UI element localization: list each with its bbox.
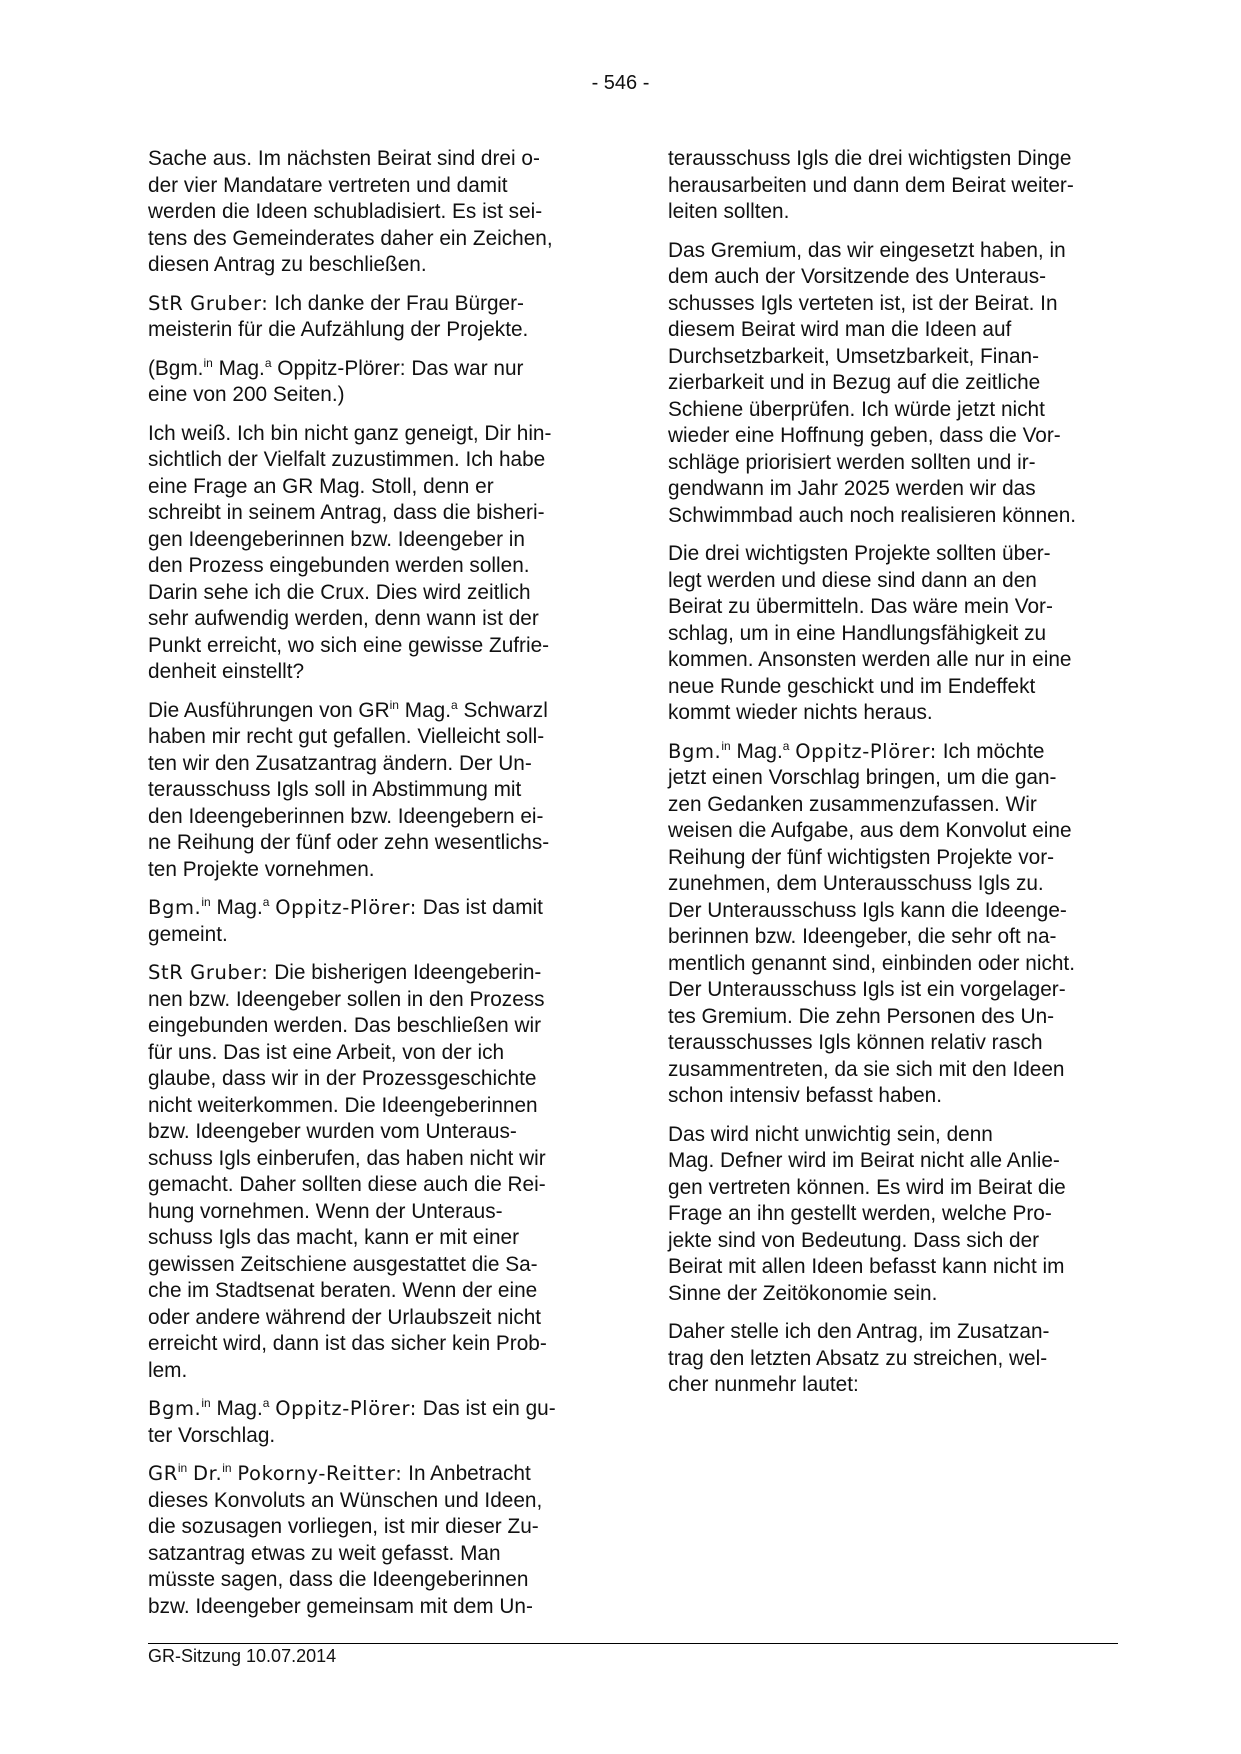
text-run: In Anbetracht — [402, 1462, 531, 1485]
text-run: ter Vorschlag. — [148, 1423, 276, 1447]
text-run: terausschuss Igls die drei wichtigsten Dinge — [668, 147, 1072, 170]
text-line — [148, 1514, 596, 1541]
text-line — [148, 1358, 596, 1385]
paragraph — [148, 1396, 596, 1449]
text-run: Mag. — [212, 356, 265, 380]
speaker-name: Oppitz-Plörer: — [275, 896, 417, 919]
text-run: zen Gedanken zusammenzufassen. Wir — [668, 792, 1037, 816]
text-line — [668, 1372, 1116, 1399]
text-run: sichtlich der Vielfalt zuzustimmen. Ich habe — [148, 448, 546, 471]
text-line — [148, 1396, 596, 1423]
text-line — [668, 1083, 1116, 1110]
text-line — [668, 238, 1116, 265]
text-line — [668, 739, 1116, 766]
text-line — [148, 474, 596, 501]
text-run: der vier Mandatare vertreten und damit — [148, 173, 508, 197]
text-line — [148, 751, 596, 778]
text-run: Die bisherigen Ideengeberin- — [268, 961, 542, 984]
paragraph — [668, 739, 1116, 1110]
right-column — [668, 146, 1116, 1411]
text-line — [668, 1201, 1116, 1228]
text-line — [148, 633, 596, 660]
paragraph — [668, 238, 1116, 530]
paragraph — [148, 146, 596, 279]
text-run: bzw. Ideengeber wurden vom Unteraus- — [148, 1120, 517, 1143]
text-line — [668, 674, 1116, 701]
text-line — [148, 317, 596, 344]
text-run: schuss Igls das macht, kann er mit einer — [148, 1226, 520, 1249]
text-line — [148, 830, 596, 857]
text-line — [148, 1331, 596, 1358]
text-line — [668, 317, 1116, 344]
left-column — [148, 146, 596, 1632]
speaker-name: Oppitz-Plörer: — [795, 739, 937, 763]
superscript: in — [177, 1461, 188, 1475]
text-line — [148, 500, 596, 527]
text-run: Daher stelle ich den Antrag, im Zusatzan- — [668, 1320, 1050, 1343]
text-run: Sache aus. Im nächsten Beirat sind drei o- — [148, 147, 540, 170]
text-line — [148, 1172, 596, 1199]
text-run: Ich weiß. Ich bin nicht ganz geneigt, Dir hin- — [148, 421, 552, 445]
text-line — [668, 700, 1116, 727]
text-line — [668, 476, 1116, 503]
text-line — [148, 199, 596, 226]
text-run: Frage an ihn gestellt werden, welche Pro- — [668, 1202, 1052, 1225]
text-run: meisterin für die Aufzählung der Projekte. — [148, 318, 529, 341]
paragraph — [668, 1319, 1116, 1399]
text-run: haben mir recht gut gefallen. Vielleicht soll- — [148, 725, 545, 748]
text-line — [148, 857, 596, 884]
text-line — [148, 1093, 596, 1120]
text-run: Sinne der Zeitökonomie sein. — [668, 1281, 938, 1305]
text-line — [668, 1281, 1116, 1308]
text-run: ten wir den Zusatzantrag ändern. Der Un- — [148, 751, 532, 775]
text-run: terausschusses Igls können relativ rasch — [668, 1031, 1043, 1054]
text-run: hung vornehmen. Wenn der Unteraus- — [148, 1199, 503, 1223]
text-line — [148, 724, 596, 751]
paragraph — [668, 146, 1116, 226]
text-run: die sozusagen vorliegen, ist mir dieser Zu- — [148, 1515, 539, 1538]
text-line — [148, 1423, 596, 1450]
text-run: Mag. — [210, 1397, 263, 1420]
text-run: Ich möchte — [936, 739, 1045, 763]
text-run: satzantrag etwas zu weit gefasst. Man — [148, 1541, 501, 1565]
text-run: gemacht. Daher sollten diese auch die Rei- — [148, 1173, 546, 1196]
text-line — [668, 503, 1116, 530]
paragraph — [148, 421, 596, 686]
text-run: dieses Konvoluts an Wünschen und Ideen, — [148, 1488, 543, 1512]
text-line — [148, 1461, 596, 1488]
text-line — [148, 698, 596, 725]
text-run: jetzt einen Vorschlag bringen, um die gan- — [668, 766, 1057, 789]
text-line — [148, 1225, 596, 1252]
text-line — [668, 568, 1116, 595]
text-run: berinnen bzw. Ideengeber, die sehr oft na- — [668, 925, 1057, 948]
text-run: zunehmen, dem Unterausschuss Igls zu. — [668, 872, 1044, 895]
text-run: wieder eine Hoffnung geben, dass die Vor- — [668, 424, 1061, 447]
speaker-name: StR Gruber: — [148, 961, 269, 984]
text-run: ne Reihung der fünf oder zehn wesentlichs- — [148, 831, 550, 854]
text-line — [148, 1146, 596, 1173]
text-line — [668, 594, 1116, 621]
text-line — [668, 1148, 1116, 1175]
superscript: a — [264, 355, 272, 370]
text-line — [148, 580, 596, 607]
speaker-name: Bgm. — [148, 896, 202, 919]
text-run: schlag, um in eine Handlungsfähigkeit zu — [668, 621, 1047, 645]
text-line — [668, 1057, 1116, 1084]
text-line — [148, 1040, 596, 1067]
text-run: gen Ideengeberinnen bzw. Ideengeber in — [148, 527, 525, 551]
superscript: in — [222, 1461, 232, 1475]
text-line — [668, 291, 1116, 318]
text-run: schläge priorisiert werden sollten und ir- — [668, 450, 1036, 474]
text-run: Oppitz-Plörer: Das war nur — [271, 356, 524, 380]
paragraph — [148, 356, 596, 409]
speaker-name: Dr. — [193, 1462, 223, 1485]
text-line — [148, 659, 596, 686]
text-line — [148, 1278, 596, 1305]
text-run: nicht weiterkommen. Die Ideengeberinnen — [148, 1093, 538, 1117]
text-run: Das ist ein gu- — [416, 1397, 556, 1420]
text-line — [668, 1122, 1116, 1149]
text-line — [148, 804, 596, 831]
text-line — [668, 344, 1116, 371]
text-line — [668, 1030, 1116, 1057]
superscript: in — [201, 895, 211, 909]
text-line — [148, 1567, 596, 1594]
text-line — [668, 173, 1116, 200]
paragraph — [148, 960, 596, 1384]
text-run: Das wird nicht unwichtig sein, denn — [668, 1122, 993, 1146]
text-run: gemeint. — [148, 922, 228, 946]
text-run: müsste sagen, dass die Ideengeberinnen — [148, 1568, 529, 1591]
text-run: zierbarkeit und in Bezug auf die zeitliche — [668, 371, 1041, 394]
paragraph — [148, 1461, 596, 1620]
text-line — [148, 1066, 596, 1093]
text-line — [668, 146, 1116, 173]
text-run: weisen die Aufgabe, aus dem Konvolut eine — [668, 819, 1072, 842]
text-line — [668, 423, 1116, 450]
speaker-name: StR Gruber: — [148, 291, 269, 315]
text-run: schusses Igls verteten ist, ist der Beirat. In — [668, 291, 1058, 315]
text-run: gewissen Zeitschiene ausgestattet die Sa- — [148, 1252, 538, 1276]
text-run: Die drei wichtigsten Projekte sollten über- — [668, 542, 1051, 565]
text-run: kommt wieder nichts heraus. — [668, 701, 933, 724]
superscript: in — [203, 355, 213, 370]
text-run: ten Projekte vornehmen. — [148, 857, 375, 881]
text-run: schon intensiv befasst haben. — [668, 1084, 943, 1107]
text-run: cher nunmehr lautet: — [668, 1373, 859, 1396]
speaker-name: GR — [148, 1462, 178, 1485]
text-run: lem. — [148, 1358, 188, 1382]
page-number: - 546 - — [591, 72, 650, 94]
paragraph — [148, 698, 596, 884]
text-line — [148, 553, 596, 580]
text-line — [148, 960, 596, 987]
superscript: a — [262, 1396, 270, 1410]
text-run: schuss Igls einberufen, das haben nicht wir — [148, 1146, 546, 1170]
text-line — [148, 1488, 596, 1515]
text-run: werden die Ideen schubladisiert. Es ist sei- — [148, 200, 543, 223]
text-line — [148, 1199, 596, 1226]
text-run: Ich danke der Frau Bürger- — [268, 291, 524, 315]
text-run: (Bgm. — [148, 356, 204, 380]
text-line — [668, 871, 1116, 898]
text-line — [668, 1254, 1116, 1281]
text-line — [148, 421, 596, 448]
text-line — [668, 924, 1116, 951]
text-run: Schwarzl — [457, 698, 548, 722]
text-line — [668, 1319, 1116, 1346]
text-line — [148, 356, 596, 383]
text-run: Der Unterausschuss Igls ist ein vorgelager- — [668, 978, 1066, 1001]
text-line — [668, 1228, 1116, 1255]
text-run: Das ist damit — [416, 896, 543, 919]
text-line — [148, 527, 596, 554]
text-run: sehr aufwendig werden, denn wann ist der — [148, 607, 539, 630]
text-line — [668, 199, 1116, 226]
text-run: eingebunden werden. Das beschließen wir — [148, 1014, 542, 1037]
text-line — [148, 1305, 596, 1332]
text-line — [668, 1346, 1116, 1373]
superscript: a — [450, 697, 458, 712]
text-line — [148, 777, 596, 804]
text-run: nen bzw. Ideengeber sollen in den Prozess — [148, 987, 545, 1011]
text-run: eine von 200 Seiten.) — [148, 383, 345, 406]
text-line — [148, 922, 596, 949]
text-run: Punkt erreicht, wo sich eine gewisse Zufrie- — [148, 633, 550, 657]
text-run: schreibt in seinem Antrag, dass die bisheri- — [148, 501, 545, 524]
text-line — [148, 291, 596, 318]
text-run: Schiene überprüfen. Ich würde jetzt nicht — [668, 397, 1045, 421]
speaker-name: Bgm. — [668, 739, 722, 763]
text-run: leiten sollten. — [668, 200, 790, 223]
text-line — [148, 1013, 596, 1040]
text-line — [668, 541, 1116, 568]
text-run: terausschuss Igls soll in Abstimmung mit — [148, 778, 522, 801]
text-line — [668, 397, 1116, 424]
speaker-name: Bgm. — [148, 1397, 202, 1420]
text-run: Beirat zu übermitteln. Das wäre mein Vor- — [668, 595, 1053, 618]
footer-rule — [148, 1643, 1118, 1644]
text-line — [148, 895, 596, 922]
text-line — [668, 621, 1116, 648]
text-run: Beirat mit allen Ideen befasst kann nicht im — [668, 1255, 1065, 1278]
text-run: tens des Gemeinderates daher ein Zeichen, — [148, 226, 553, 250]
paragraph — [668, 541, 1116, 727]
text-run: eine Frage an GR Mag. Stoll, denn er — [148, 474, 494, 498]
text-line — [668, 647, 1116, 674]
text-line — [148, 382, 596, 409]
paragraph — [148, 895, 596, 948]
text-run: den Ideengeberinnen bzw. Ideengebern ei- — [148, 804, 544, 828]
text-line — [668, 765, 1116, 792]
text-line — [148, 173, 596, 200]
text-run: neue Runde geschickt und im Endeffekt — [668, 674, 1036, 698]
text-line — [668, 792, 1116, 819]
paragraph — [668, 1122, 1116, 1308]
text-run: denheit einstellt? — [148, 660, 305, 683]
text-line — [148, 1541, 596, 1568]
text-run: herausarbeiten und dann dem Beirat weiter- — [668, 173, 1074, 197]
text-run: gendwann im Jahr 2025 werden wir das — [668, 477, 1036, 500]
text-run: oder andere während der Urlaubszeit nicht — [148, 1305, 542, 1329]
text-run: Darin sehe ich die Crux. Dies wird zeitlich — [148, 580, 531, 604]
text-line — [148, 226, 596, 253]
text-line — [668, 898, 1116, 925]
text-line — [668, 1004, 1116, 1031]
text-run: den Prozess eingebunden werden sollen. — [148, 554, 530, 577]
text-run: Durchsetzbarkeit, Umsetzbarkeit, Finan- — [668, 344, 1040, 368]
text-run: diesen Antrag zu beschließen. — [148, 253, 427, 276]
text-line — [148, 146, 596, 173]
speaker-name: Pokorny-Reitter: — [237, 1462, 403, 1485]
text-run: che im Stadtsenat beraten. Wenn der eine — [148, 1279, 538, 1302]
superscript: a — [262, 895, 270, 909]
speaker-name: Oppitz-Plörer: — [275, 1397, 417, 1420]
text-run: legt werden und diese sind dann an den — [668, 568, 1037, 592]
text-run: Die Ausführungen von GR — [148, 698, 390, 722]
text-run: zusammentreten, da sie sich mit den Ideen — [668, 1057, 1065, 1081]
text-run: jekte sind von Bedeutung. Dass sich der — [668, 1228, 1040, 1252]
paragraph — [148, 291, 596, 344]
text-run: tes Gremium. Die zehn Personen des Un- — [668, 1004, 1055, 1028]
text-run: kommen. Ansonsten werden alle nur in eine — [668, 648, 1072, 671]
text-run: mentlich genannt sind, einbinden oder nicht. — [668, 951, 1075, 975]
text-run: glaube, dass wir in der Prozessgeschichte — [148, 1067, 537, 1090]
text-run: erreicht wird, dann ist das sicher kein Prob- — [148, 1332, 547, 1355]
text-run: Reihung der fünf wichtigsten Projekte vor- — [668, 845, 1055, 869]
text-run: Mag. — [398, 698, 451, 722]
footer-session-date: GR-Sitzung 10.07.2014 — [148, 1646, 337, 1666]
text-run: für uns. Das ist eine Arbeit, von der ich — [148, 1040, 505, 1064]
superscript: in — [721, 738, 731, 753]
text-run: Der Unterausschuss Igls kann die Ideenge- — [668, 898, 1067, 922]
text-line — [148, 1119, 596, 1146]
text-line — [148, 987, 596, 1014]
text-run: Mag. — [730, 739, 783, 763]
superscript: in — [201, 1396, 211, 1410]
text-line — [148, 606, 596, 633]
text-run: Das Gremium, das wir eingesetzt haben, in — [668, 238, 1066, 262]
text-line — [668, 845, 1116, 872]
text-run: Mag. Defner wird im Beirat nicht alle Anlie- — [668, 1149, 1060, 1172]
text-run: diesem Beirat wird man die Ideen auf — [668, 318, 1012, 341]
text-line — [668, 370, 1116, 397]
text-line — [668, 450, 1116, 477]
superscript: a — [782, 738, 790, 753]
text-run: trag den letzten Absatz zu streichen, wel- — [668, 1346, 1048, 1370]
text-line — [668, 977, 1116, 1004]
text-run: bzw. Ideengeber gemeinsam mit dem Un- — [148, 1594, 533, 1618]
text-run: Schwimmbad auch noch realisieren können. — [668, 503, 1077, 527]
text-line — [668, 951, 1116, 978]
text-line — [668, 1175, 1116, 1202]
text-run: Mag. — [210, 896, 263, 919]
text-run: dem auch der Vorsitzende des Unteraus- — [668, 265, 1047, 288]
text-line — [668, 818, 1116, 845]
text-line — [148, 1594, 596, 1621]
text-line — [148, 1252, 596, 1279]
text-line — [668, 264, 1116, 291]
superscript: in — [389, 697, 399, 712]
text-line — [148, 252, 596, 279]
text-line — [148, 447, 596, 474]
text-run: gen vertreten können. Es wird im Beirat die — [668, 1175, 1066, 1199]
